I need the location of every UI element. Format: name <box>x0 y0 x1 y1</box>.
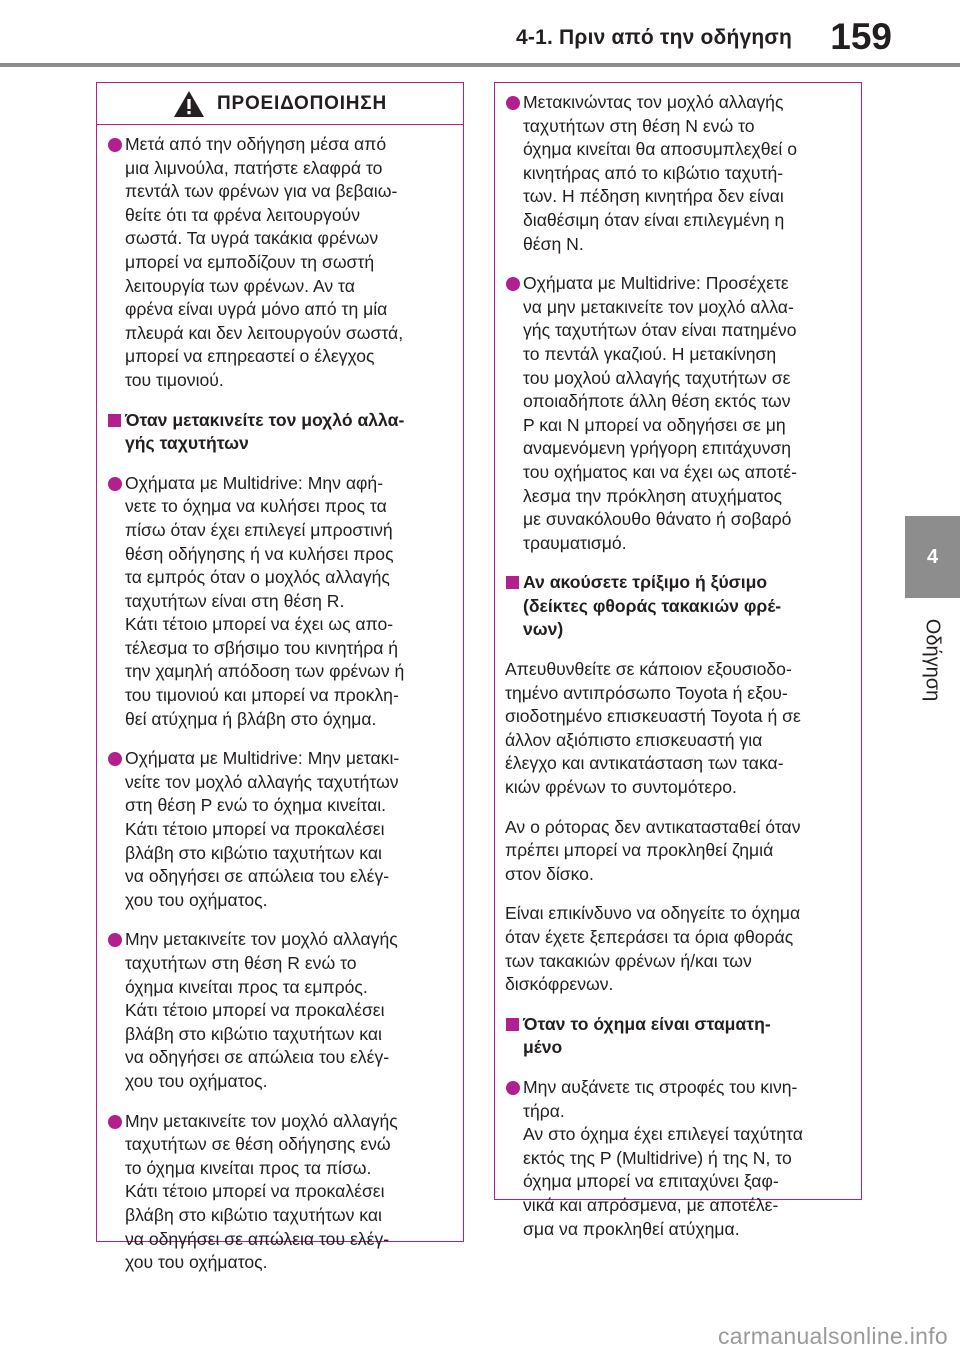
header-divider <box>0 63 960 67</box>
paragraph <box>505 902 851 996</box>
item-text: Μετακινώντας τον μοχλό αλλαγής ταχυτήτων στη θέση N ενώ το όχημα κινείται θα αποσυμπλεχθεί ο κινητήρας από το κιβώτιο ταχυτή- των. Η πέδηση κινητήρα δεν είναι διαθέσιμη όταν είναι επιλεγμένη η θέση N. <box>523 92 797 254</box>
list-item <box>107 747 453 912</box>
warning-triangle-icon <box>173 90 205 118</box>
continuation-box <box>494 82 862 1239</box>
subheading <box>505 1013 851 1060</box>
chapter-tab: 4 <box>905 516 960 598</box>
paragraph <box>505 816 851 887</box>
paragraph-text: Απευθυνθείτε σε κάποιον εξουσιοδο- τημένο αντιπρόσωπο Toyota ή εξου- σιοδοτημένο επισκευαστή Toyota ή σε άλλον αξιόπιστο επισκευαστή για έλεγχο και αντικατάσταση των τακα- κιών φρένων το συντομότερο. <box>505 659 801 798</box>
subheading <box>505 571 851 642</box>
page-number: 159 <box>830 16 892 57</box>
paragraph <box>505 658 851 800</box>
item-text: Οχήματα με Multidrive: Μην αφή- νετε το όχημα να κυλήσει προς τα πίσω όταν έχει επιλεγεί μπροστινή θέση οδήγησης ή να κυλήσει προς τα εμπρός όταν ο μοχλός αλλαγής ταχυτήτων είναι στη θέση R. Κάτι τέτοιο μπορεί να έχει ως απο- τέλεσμα το σβήσιμο του κινητήρα ή την χαμηλή απόδοση των φρένων ή του τιμονιού και μπορεί να προκλη- θεί ατύχημα ή βλάβη στο όχημα. <box>125 472 405 729</box>
item-text: Οχήματα με Multidrive: Μην μετακι- νείτε τον μοχλό αλλαγής ταχυτήτων στη θέση P ενώ το όχημα κινείται. Κάτι τέτοιο μπορεί να προκαλέσει βλάβη στο κιβώτιο ταχυτήτων και να οδηγήσει σε απώλεια του ελέγ- χου του οχήματος. <box>125 748 400 910</box>
item-text: Μην αυξάνετε τις στροφές του κινη- τήρα. Αν στο όχημα έχει επιλεγεί ταχύτητα εκτός της P (Multidrive) ή της N, το όχημα μπορεί να επιταχύνει ξαφ- νικά και απρόσμενα, με αποτέλε- σμα να προκληθεί ατύχημα. <box>523 1076 803 1239</box>
list-item <box>107 1110 453 1275</box>
list-item <box>107 472 453 732</box>
paragraph-text: Είναι επικίνδυνο να οδηγείτε το όχημα όταν έχετε ξεπεράσει τα όρια φθοράς των τακακιών φρένων ή/και των δισκόφρενων. <box>505 903 801 995</box>
warning-header <box>97 83 463 125</box>
list-item <box>505 272 851 555</box>
warning-title: ΠΡΟΕΙΔΟΠΟΙΗΣΗ <box>216 92 388 114</box>
paragraph-text: Αν ο ρότορας δεν αντικατασταθεί όταν πρέπει μπορεί να προκληθεί ζημιά στον δίσκο. <box>505 816 801 884</box>
list-item <box>107 133 453 393</box>
list-item <box>505 1076 851 1241</box>
subheading <box>107 409 453 456</box>
item-text: Οχήματα με Multidrive: Προσέχετε να μην μετακινείτε τον μοχλό αλλα- γής ταχυτήτων όταν είναι πατημένο το πεντάλ γκαζιού. Η μετακίνηση του μοχλού αλλαγής ταχυτήτων σε οποιαδήποτε άλλη θέση εκτός των P και N μπορεί να οδηγήσει σε μη αναμενόμενη γρήγορη επιτάχυνση του οχήματος και να έχει ως αποτέ- λεσμα την πρόκληση ατυχήματος με συνακόλουθο θάνατο ή σοβαρό τραυματισμό. <box>523 273 797 553</box>
left-column-content <box>97 125 463 1275</box>
page-header <box>0 0 960 70</box>
item-text: Μην μετακινείτε τον μοχλό αλλαγής ταχυτήτων στη θέση R ενώ το όχημα κινείται προς τα εμπρός. Κάτι τέτοιο μπορεί να προκαλέσει βλάβη στο κιβώτιο ταχυτήτων και να οδηγήσει σε απώλεια του ελέγ- χου του οχήματος. <box>125 929 398 1091</box>
list-item <box>107 928 453 1093</box>
watermark: carmanualsonline.info <box>717 1323 948 1349</box>
heading-text: Όταν μετακινείτε τον μοχλό αλλα- γής ταχυτήτων <box>125 409 405 454</box>
heading-text: Αν ακούσετε τρίξιμο ή ξύσιμο (δείκτες φθοράς τακακιών φρέ- νων) <box>523 572 782 640</box>
heading-text: Όταν το όχημα είναι σταματη- μένο <box>523 1013 771 1058</box>
item-text: Μετά από την οδήγηση μέσα από μια λιμνούλα, πατήστε ελαφρά το πεντάλ των φρένων για να βεβαιω- θείτε ότι τα φρένα λειτουργούν σωστά. Τα υγρά τακάκια φρένων μπορεί να εμποδίζουν τη σωστή λειτουργία των φρένων. Αν τα φρένα είναι υγρά μόνο από τη μία πλευρά και δεν λειτουργούν σωστά, μπορεί να επηρεαστεί ο έλεγχος του τιμονιού. <box>125 134 404 390</box>
section-title: 4-1. Πριν από την οδήγηση <box>516 26 792 49</box>
chapter-label: Οδήγηση <box>921 618 944 702</box>
item-text: Μην μετακινείτε τον μοχλό αλλαγής ταχυτήτων σε θέση οδήγησης ενώ το όχημα κινείται προς τα πίσω. Κάτι τέτοιο μπορεί να προκαλέσει βλάβη στο κιβώτιο ταχυτήτων και να οδηγήσει σε απώλεια του ελέγ- χου του οχήματος. <box>125 1110 398 1273</box>
warning-box <box>96 82 464 1273</box>
list-item <box>505 91 851 256</box>
right-column-content <box>495 83 861 1241</box>
